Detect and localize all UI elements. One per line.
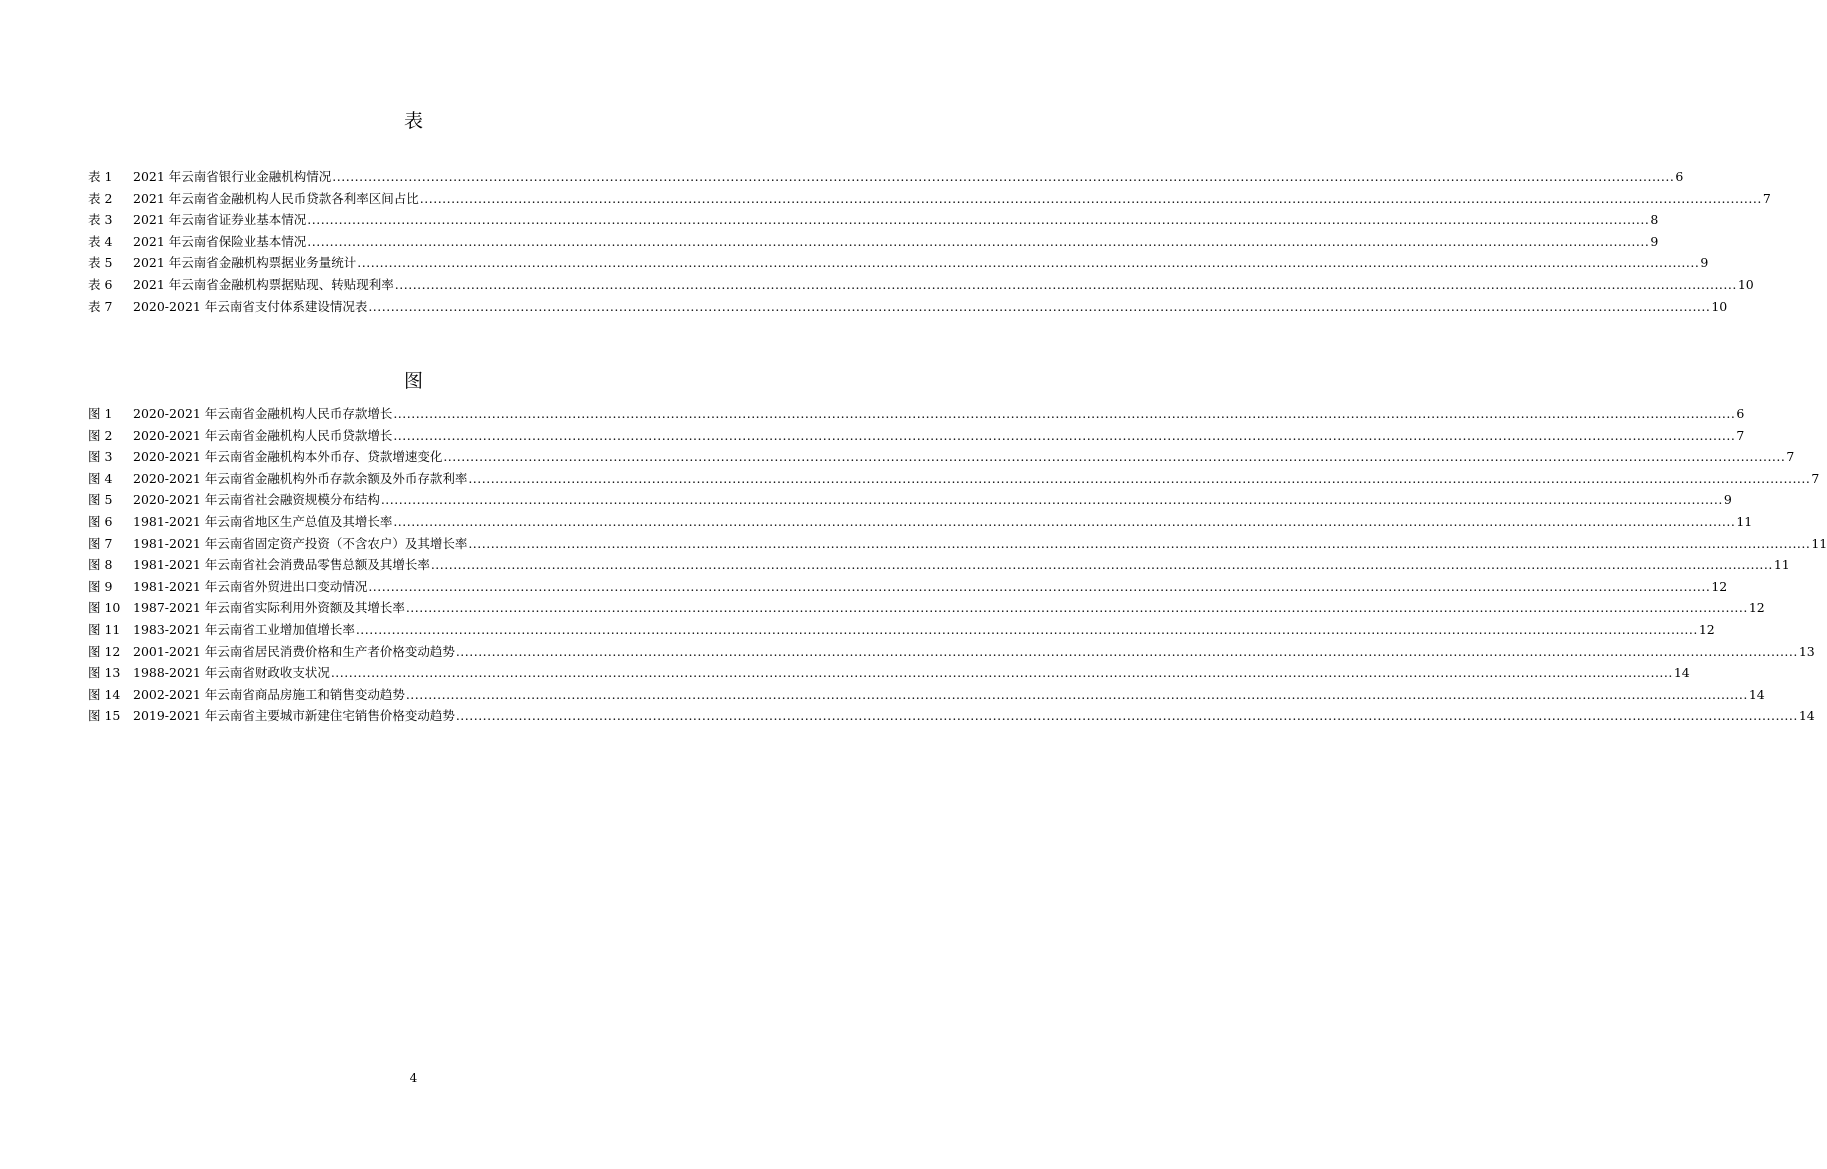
toc-entry-page: 10: [1711, 298, 1728, 314]
toc-entry[interactable]: [88, 425, 1745, 447]
toc-entry-page: 12: [1748, 600, 1765, 616]
toc-dot-leader: ............................................................................................................................................................................................................................................................................................................: [419, 190, 1762, 206]
toc-entry-title: 1983-2021 年云南省工业增加值增长率: [133, 621, 355, 637]
toc-entry-label: 图 14: [88, 686, 121, 702]
toc-entry-label: 表 4: [88, 233, 113, 249]
page-number: 4: [409, 1071, 418, 1085]
toc-entry-title: 2019-2021 年云南省主要城市新建住宅销售价格变动趋势: [133, 708, 455, 724]
toc-entry-page: 10: [1737, 276, 1754, 292]
toc-entry-label: 图 3: [88, 449, 113, 465]
toc-entry-label: 图 1: [88, 406, 113, 421]
toc-entry[interactable]: [88, 188, 1771, 210]
toc-entry[interactable]: [88, 209, 1659, 231]
toc-dot-leader: ............................................................................................................................................................................................................................................................................................................: [330, 665, 1673, 681]
toc-entry-page: 9: [1650, 233, 1659, 249]
toc-entry-page: 12: [1711, 578, 1728, 594]
toc-entry[interactable]: [88, 554, 1790, 576]
toc-entry[interactable]: [88, 403, 1745, 425]
toc-entry-title: 2002-2021 年云南省商品房施工和销售变动趋势: [133, 686, 405, 702]
toc-entry[interactable]: [88, 296, 1728, 318]
figures-toc-list: [88, 403, 1827, 727]
toc-dot-leader: ............................................................................................................................................................................................................................................................................................................: [368, 578, 1711, 594]
toc-entry-page: 14: [1673, 665, 1690, 681]
toc-entry[interactable]: [88, 597, 1765, 619]
tables-toc-list: [88, 166, 1771, 317]
toc-entry[interactable]: [88, 619, 1715, 641]
toc-entry-title: 2001-2021 年云南省居民消费价格和生产者价格变动趋势: [133, 643, 455, 659]
toc-entry-title: 2020-2021 年云南省金融机构人民币存款增长: [133, 406, 393, 421]
toc-entry-title: 1981-2021 年云南省社会消费品零售总额及其增长率: [133, 557, 430, 573]
toc-entry[interactable]: [88, 511, 1753, 533]
toc-entry-title: 2021 年云南省金融机构票据业务量统计: [133, 255, 357, 271]
toc-entry[interactable]: [88, 662, 1690, 684]
toc-entry-page: 7: [1736, 427, 1745, 443]
toc-entry-page: 6: [1736, 406, 1745, 421]
toc-dot-leader: ............................................................................................................................................................................................................................................................................................................: [368, 298, 1711, 314]
toc-entry-title: 1981-2021 年云南省固定资产投资（不含农户）及其增长率: [133, 535, 468, 551]
toc-dot-leader: ............................................................................................................................................................................................................................................................................................................: [307, 212, 1650, 228]
toc-entry-page: 12: [1698, 621, 1715, 637]
toc-entry-page: 8: [1650, 212, 1659, 228]
toc-entry-label: 图 9: [88, 578, 113, 594]
toc-entry-label: 图 7: [88, 535, 113, 551]
toc-dot-leader: ............................................................................................................................................................................................................................................................................................................: [405, 600, 1748, 616]
toc-entry-page: 13: [1798, 643, 1815, 659]
toc-entry-page: 6: [1675, 169, 1684, 184]
toc-entry-title: 2020-2021 年云南省支付体系建设情况表: [133, 298, 368, 314]
toc-entry-label: 表 3: [88, 212, 113, 228]
toc-entry-label: 图 5: [88, 492, 113, 508]
toc-entry-page: 11: [1736, 513, 1753, 529]
toc-entry[interactable]: [88, 684, 1765, 706]
toc-entry-label: 图 11: [88, 621, 121, 637]
toc-entry-title: 2021 年云南省银行业金融机构情况: [133, 169, 332, 184]
toc-entry-page: 7: [1786, 449, 1795, 465]
toc-entry-label: 表 1: [88, 169, 113, 184]
toc-entry-label: 表 7: [88, 298, 113, 314]
toc-entry-label: 图 12: [88, 643, 121, 659]
toc-entry-title: 2020-2021 年云南省金融机构本外币存、贷款增速变化: [133, 449, 443, 465]
toc-dot-leader: ............................................................................................................................................................................................................................................................................................................: [455, 708, 1798, 724]
toc-dot-leader: ............................................................................................................................................................................................................................................................................................................: [332, 169, 1675, 184]
toc-entry[interactable]: [88, 533, 1827, 555]
tables-heading: 表: [403, 110, 423, 132]
toc-dot-leader: ............................................................................................................................................................................................................................................................................................................: [468, 470, 1811, 486]
toc-entry-title: 2021 年云南省金融机构人民币贷款各利率区间占比: [133, 190, 419, 206]
toc-entry-title: 2020-2021 年云南省社会融资规模分布结构: [133, 492, 380, 508]
toc-entry-label: 图 8: [88, 557, 113, 573]
toc-entry-label: 图 6: [88, 513, 113, 529]
toc-entry-label: 图 2: [88, 427, 113, 443]
toc-entry-label: 表 2: [88, 190, 113, 206]
toc-entry-label: 图 15: [88, 708, 121, 724]
toc-entry[interactable]: [88, 446, 1795, 468]
toc-entry-label: 图 4: [88, 470, 113, 486]
toc-entry[interactable]: [88, 274, 1754, 296]
toc-entry[interactable]: [88, 705, 1815, 727]
toc-entry[interactable]: [88, 489, 1732, 511]
toc-entry-page: 7: [1762, 190, 1771, 206]
toc-dot-leader: ............................................................................................................................................................................................................................................................................................................: [430, 557, 1773, 573]
toc-dot-leader: ............................................................................................................................................................................................................................................................................................................: [405, 686, 1748, 702]
toc-entry-title: 1981-2021 年云南省地区生产总值及其增长率: [133, 513, 393, 529]
toc-dot-leader: ............................................................................................................................................................................................................................................................................................................: [393, 427, 1736, 443]
toc-entry-page: 14: [1748, 686, 1765, 702]
toc-dot-leader: ............................................................................................................................................................................................................................................................................................................: [455, 643, 1798, 659]
toc-entry-page: 7: [1811, 470, 1820, 486]
toc-dot-leader: ............................................................................................................................................................................................................................................................................................................: [380, 492, 1723, 508]
toc-entry-page: 9: [1700, 255, 1709, 271]
toc-entry-title: 1988-2021 年云南省财政收支状况: [133, 665, 330, 681]
toc-dot-leader: ............................................................................................................................................................................................................................................................................................................: [443, 449, 1786, 465]
toc-entry[interactable]: [88, 576, 1728, 598]
toc-dot-leader: ............................................................................................................................................................................................................................................................................................................: [307, 233, 1650, 249]
toc-dot-leader: ............................................................................................................................................................................................................................................................................................................: [394, 276, 1737, 292]
toc-entry-label: 表 5: [88, 255, 113, 271]
toc-entry-title: 1987-2021 年云南省实际利用外资额及其增长率: [133, 600, 405, 616]
toc-entry[interactable]: [88, 468, 1820, 490]
toc-entry-page: 11: [1811, 535, 1827, 551]
toc-entry-title: 2021 年云南省金融机构票据贴现、转贴现利率: [133, 276, 394, 292]
toc-dot-leader: ............................................................................................................................................................................................................................................................................................................: [393, 406, 1736, 421]
toc-entry-label: 表 6: [88, 276, 113, 292]
toc-entry-page: 9: [1723, 492, 1732, 508]
toc-entry[interactable]: [88, 231, 1659, 253]
toc-dot-leader: ............................................................................................................................................................................................................................................................................................................: [357, 255, 1700, 271]
figures-heading: 图: [403, 370, 423, 392]
toc-entry-title: 2020-2021 年云南省金融机构外币存款余额及外币存款利率: [133, 470, 468, 486]
toc-entry-page: 11: [1773, 557, 1790, 573]
toc-entry[interactable]: [88, 641, 1815, 663]
toc-entry-page: 14: [1798, 708, 1815, 724]
toc-entry-title: 1981-2021 年云南省外贸进出口变动情况: [133, 578, 368, 594]
toc-entry-title: 2021 年云南省保险业基本情况: [133, 233, 307, 249]
toc-entry-title: 2020-2021 年云南省金融机构人民币贷款增长: [133, 427, 393, 443]
toc-entry-title: 2021 年云南省证券业基本情况: [133, 212, 307, 228]
toc-dot-leader: ............................................................................................................................................................................................................................................................................................................: [393, 513, 1736, 529]
toc-entry-label: 图 10: [88, 600, 121, 616]
toc-entry[interactable]: [88, 166, 1684, 188]
toc-dot-leader: ............................................................................................................................................................................................................................................................................................................: [468, 535, 1811, 551]
toc-entry-label: 图 13: [88, 665, 121, 681]
toc-entry[interactable]: [88, 252, 1709, 274]
toc-dot-leader: ............................................................................................................................................................................................................................................................................................................: [355, 621, 1698, 637]
